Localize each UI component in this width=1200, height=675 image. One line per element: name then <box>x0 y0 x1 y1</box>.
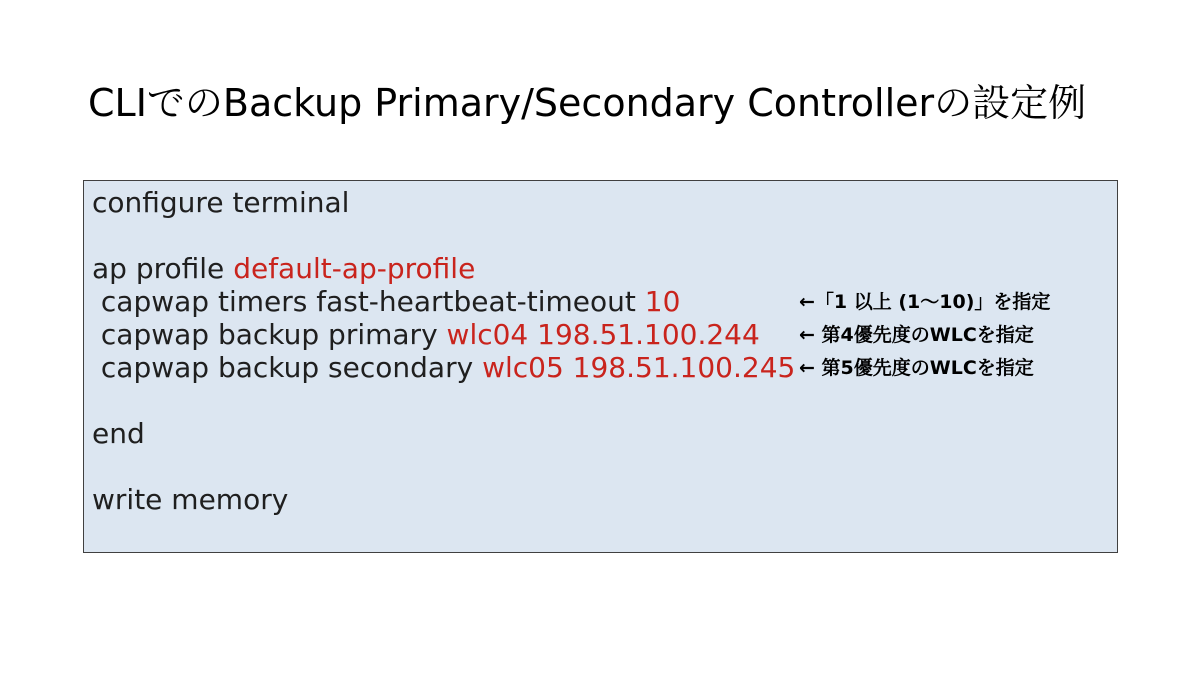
code-line <box>92 483 1109 516</box>
code-highlight-text: default-ap-profile <box>233 252 476 285</box>
code-line <box>92 219 1109 252</box>
code-line <box>92 417 1109 450</box>
code-line <box>92 351 1109 384</box>
page-title: CLIでのBackup Primary/Secondary Controllerの設定例 <box>88 81 1087 125</box>
cli-code-box <box>83 180 1118 553</box>
code-text: write memory <box>92 483 289 516</box>
code-highlight-text: wlc04 198.51.100.244 <box>446 318 760 351</box>
annotation-note: ← 第5優先度のWLCを指定 <box>799 356 1034 379</box>
code-line <box>92 450 1109 483</box>
code-lines <box>92 186 1109 516</box>
code-line <box>92 318 1109 351</box>
code-text: configure terminal <box>92 186 350 219</box>
code-text: capwap timers fast-heartbeat-timeout <box>92 285 645 318</box>
code-text: capwap backup primary <box>92 318 447 351</box>
code-text: end <box>92 417 145 450</box>
code-text: capwap backup secondary <box>92 351 483 384</box>
annotation-note: ← 第4優先度のWLCを指定 <box>799 323 1034 346</box>
code-line <box>92 285 1109 318</box>
code-highlight-text: 10 <box>644 285 681 318</box>
annotation-note: ←「1 以上 (1～10)」を指定 <box>799 290 1051 313</box>
code-highlight-text: wlc05 198.51.100.245 <box>482 351 796 384</box>
code-line <box>92 384 1109 417</box>
code-text: ap profile <box>92 252 234 285</box>
code-line <box>92 252 1109 285</box>
code-line <box>92 186 1109 219</box>
